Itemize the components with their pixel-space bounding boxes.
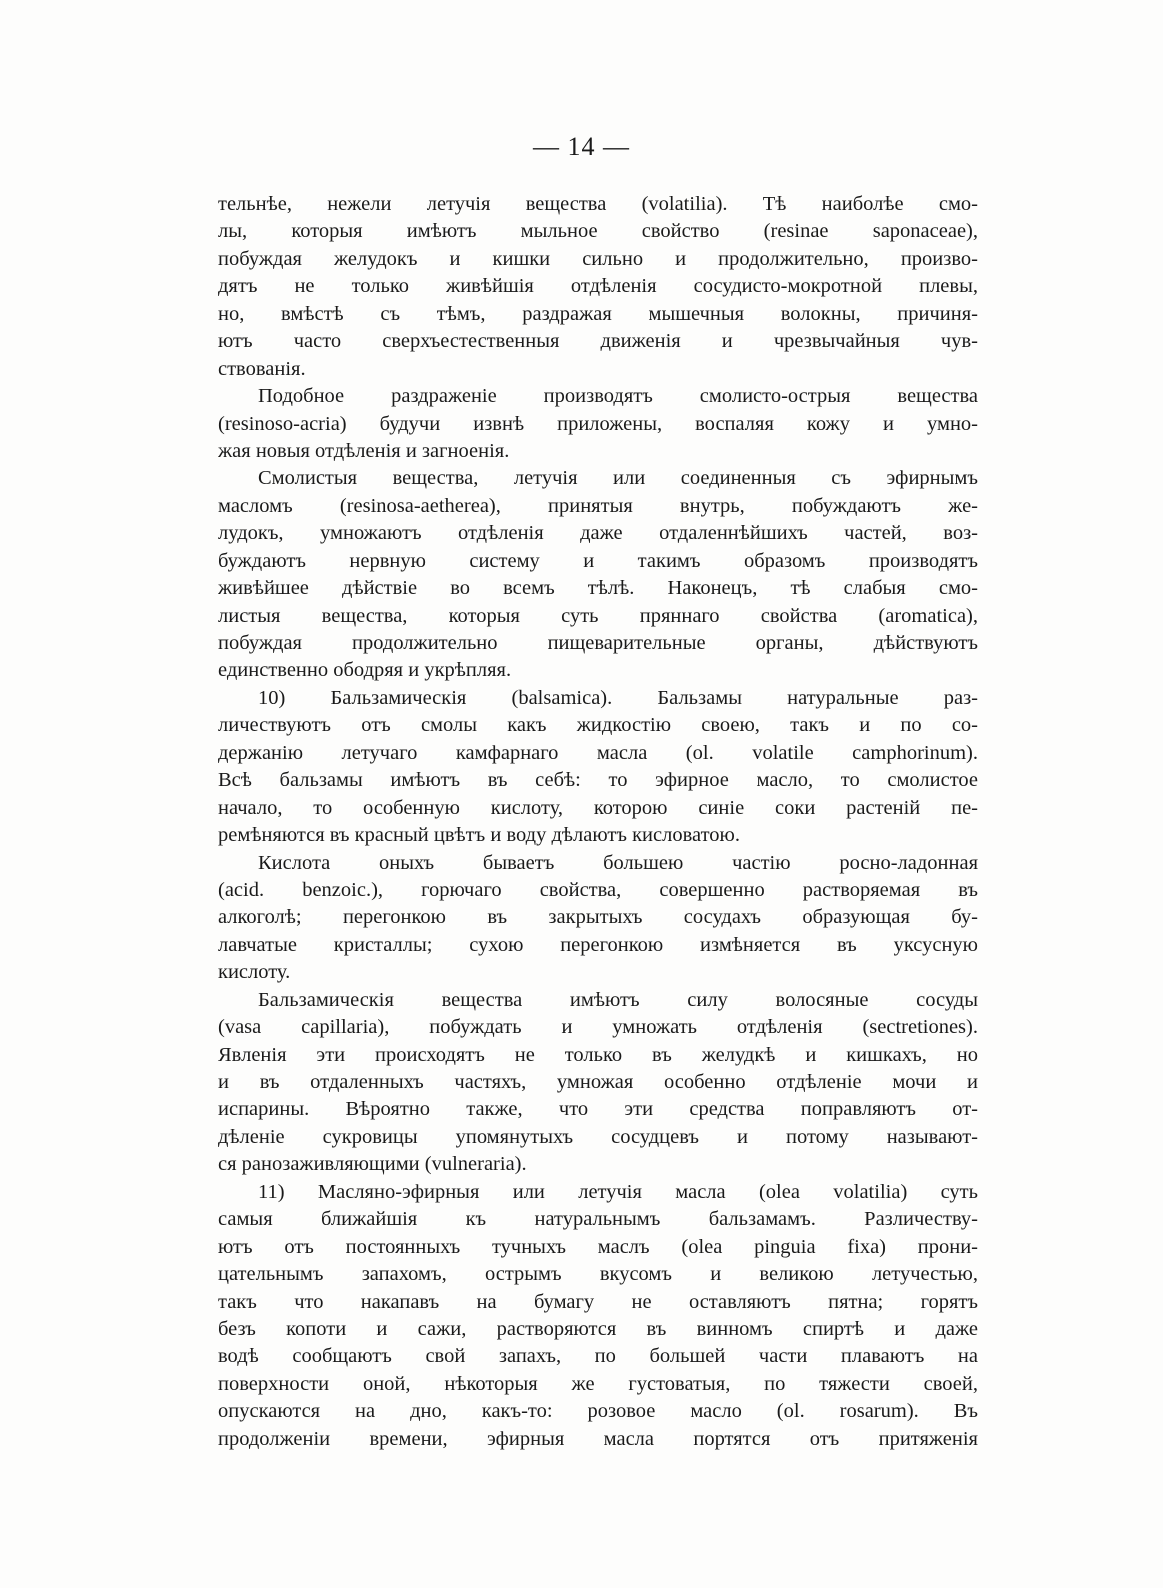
text-line: ютъ отъ постоянныхъ тучныхъ маслъ (olea pinguia fixa) прони- (218, 1235, 978, 1258)
text-line: испарины. Вѣроятно также, что эти средства поправляютъ от- (218, 1098, 978, 1121)
text-line: опускаются на дно, какъ-то: розовое масло (ol. rosarum). Въ (218, 1400, 978, 1423)
text-line: Смолистыя вещества, летучія или соединенныя съ эфирнымъ (258, 467, 978, 490)
text-line: такъ что накапавъ на бумагу не оставляютъ пятна; горятъ (218, 1290, 978, 1313)
text-line: начало, то особенную кислоту, которою синіе соки растеній пе- (218, 796, 978, 819)
text-line: единственно ободряя и укрѣпляя. (218, 659, 512, 682)
text-line: лавчатые кристаллы; сухою перегонкою измѣняется въ уксусную (218, 933, 978, 956)
text-line: кислоту. (218, 961, 291, 984)
text-line: буждаютъ нервную систему и такимъ образомъ производятъ (218, 549, 978, 572)
text-line: масломъ (resinosa-aetherea), принятыя внутрь, побуждаютъ же- (218, 494, 978, 517)
text-line: личествуютъ отъ смолы какъ жидкостію своею, такъ и по со- (218, 714, 978, 737)
text-line: дѣленіе сукровицы упомянутыхъ сосудцевъ и потому называют- (218, 1125, 978, 1148)
text-line: дятъ не только живѣйшія отдѣленія сосудисто-мокротной плевы, (218, 275, 978, 298)
text-line: ютъ часто сверхъестественныя движенія и чрезвычайныя чув- (218, 330, 978, 353)
text-line: (acid. benzoic.), горючаго свойства, совершенно растворяемая въ (218, 878, 978, 901)
text-line: Кислота оныхъ бываетъ большею частію росно-ладонная (258, 851, 978, 874)
text-line: листыя вещества, которыя суть пряннаго свойства (aromatica), (218, 604, 978, 627)
body-text (218, 191, 978, 1453)
text-line: Явленія эти происходятъ не только въ желудкѣ и кишкахъ, но (218, 1043, 978, 1066)
text-line: Подобное раздраженіе производятъ смолисто-острыя вещества (258, 385, 978, 408)
text-line: Всѣ бальзамы имѣютъ въ себѣ: то эфирное масло, то смолистое (218, 769, 978, 792)
text-line: самыя ближайшія къ натуральнымъ бальзамамъ. Различеству- (218, 1208, 978, 1231)
text-line: и въ отдаленныхъ частяхъ, умножая особенно отдѣленіе мочи и (218, 1071, 978, 1093)
text-line: ремѣняются въ красный цвѣтъ и воду дѣлаютъ кисловатою. (218, 824, 740, 847)
text-line: (vasa capillaria), побуждать и умножать отдѣленія (sectretiones). (218, 1016, 978, 1039)
text-line: тельнѣе, нежели летучія вещества (volatilia). Тѣ наиболѣе смо- (218, 193, 978, 215)
text-line: ся ранозаживляющими (vulneraria). (218, 1153, 527, 1176)
text-line: ствованія. (218, 357, 306, 380)
text-line: 11) Масляно-эфирныя или летучія масла (olea volatilia) суть (258, 1180, 978, 1203)
text-line: 10) Бальзамическія (balsamica). Бальзамы натуральные раз- (258, 686, 978, 709)
text-line: водѣ сообщаютъ свой запахъ, по большей части плаваютъ на (218, 1345, 978, 1368)
text-line: жая новыя отдѣленія и загноенія. (218, 439, 510, 462)
text-line: побуждая продолжительно пищеварительные органы, дѣйствуютъ (218, 632, 978, 654)
text-line: поверхности оной, нѣкоторыя же густоватыя, по тяжести своей, (218, 1372, 978, 1395)
text-line: безъ копоти и сажи, растворяются въ винномъ спиртѣ и даже (218, 1317, 978, 1340)
text-line: держанію летучаго камфарнаго масла (ol. volatile camphorinum). (218, 741, 978, 764)
text-line: Бальзамическія вещества имѣютъ силу волосяные сосуды (258, 988, 978, 1011)
text-line: лы, которыя имѣютъ мыльное свойство (resinae saponaceae), (218, 220, 978, 243)
text-line: но, вмѣстѣ съ тѣмъ, раздражая мышечныя волокны, причиня- (218, 302, 978, 325)
text-line: цательнымъ запахомъ, острымъ вкусомъ и великою летучестью, (218, 1263, 978, 1286)
text-line: (resinoso-acria) будучи извнѣ приложены, воспаляя кожу и умно- (218, 412, 978, 435)
page-number: — 14 — (533, 132, 630, 161)
text-line: алкоголѣ; перегонкою въ закрытыхъ сосудахъ образующая бу- (218, 906, 978, 929)
text-line: лудокъ, умножаютъ отдѣленія даже отдаленнѣйшихъ частей, воз- (218, 522, 978, 545)
text-line: побуждая желудокъ и кишки сильно и продолжительно, произво- (218, 247, 978, 270)
text-line: продолженіи времени, эфирныя масла портятся отъ притяженія (218, 1427, 978, 1450)
text-line: живѣйшее дѣйствіе во всемъ тѣлѣ. Наконецъ, тѣ слабыя смо- (218, 577, 978, 600)
